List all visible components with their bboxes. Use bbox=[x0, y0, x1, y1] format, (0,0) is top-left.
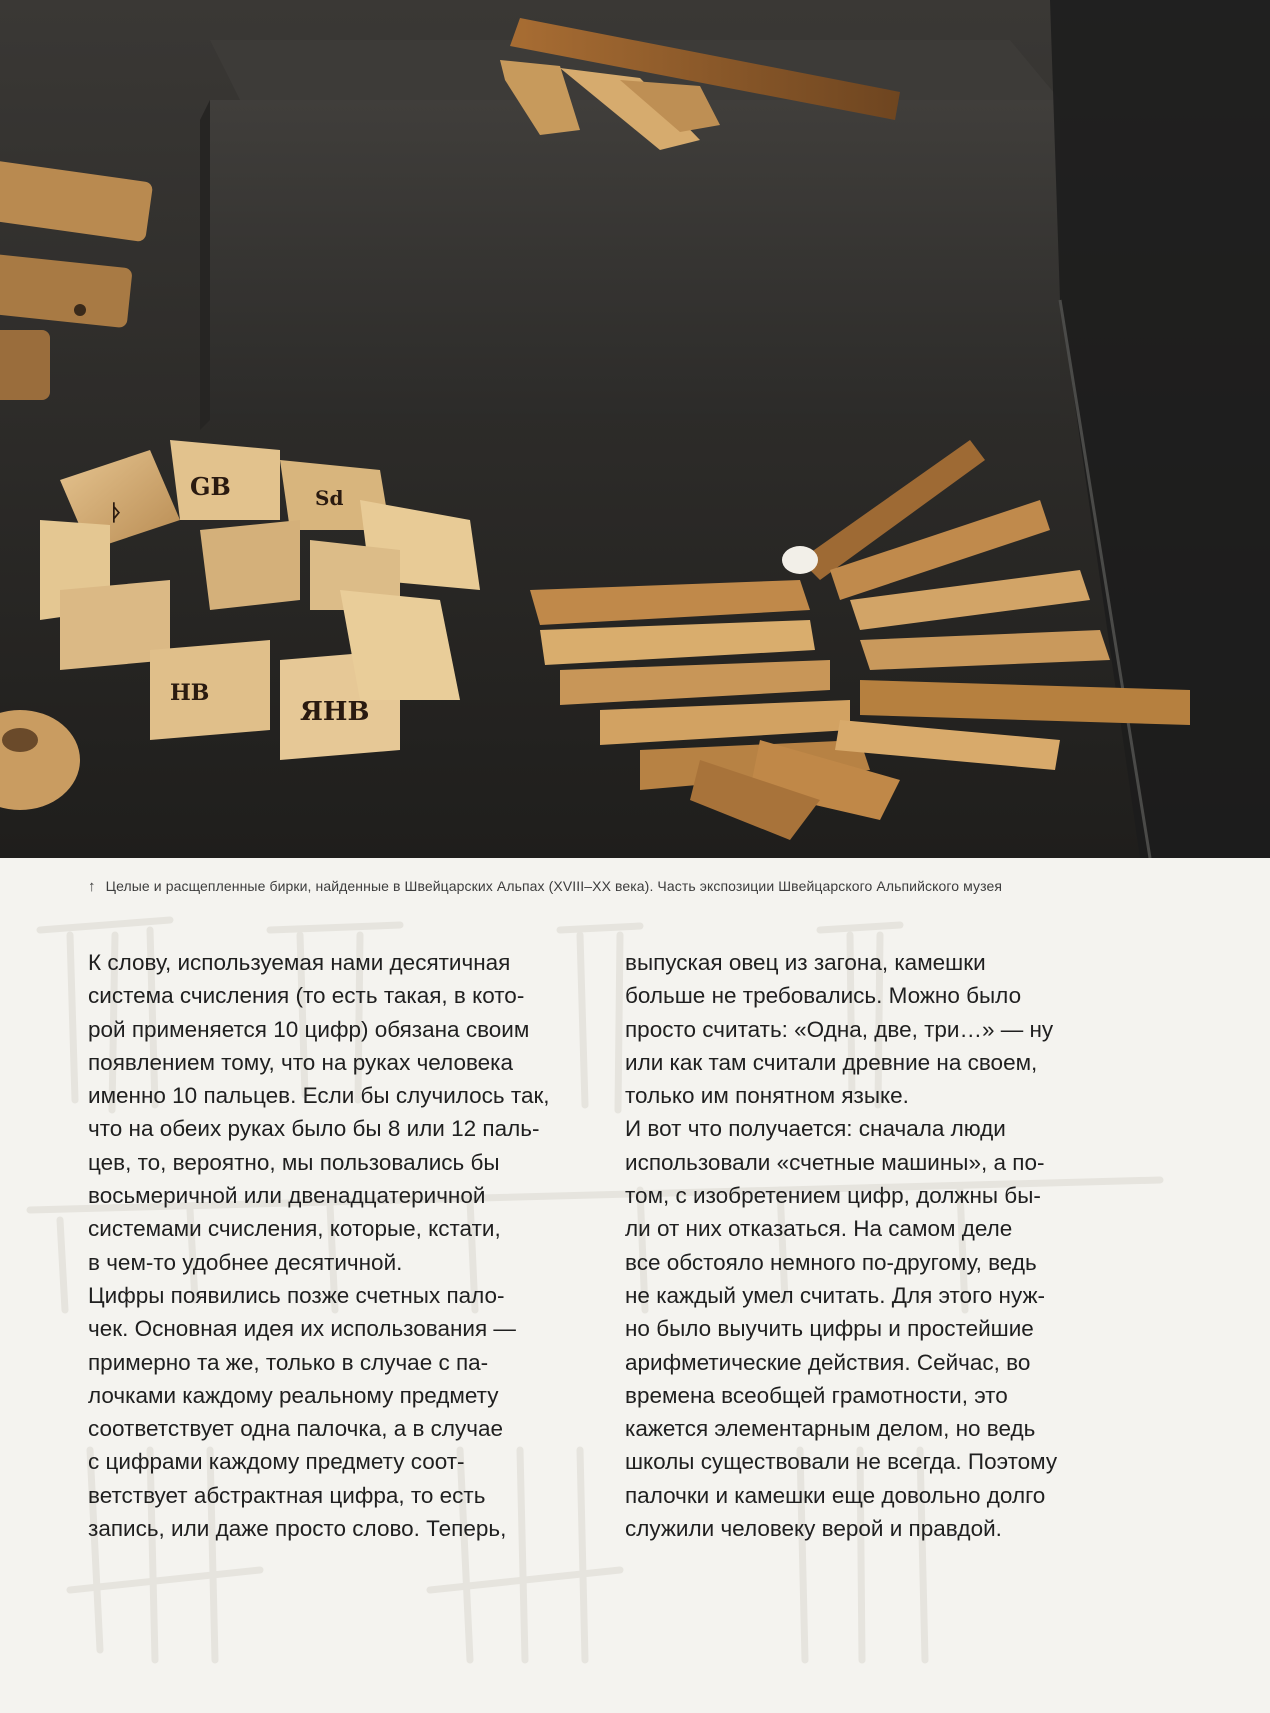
paragraph-line: системами счисления, которые, кстати, bbox=[88, 1216, 501, 1242]
paragraph-line: том, с изобретением цифр, должны бы- bbox=[625, 1183, 1041, 1209]
right-text-column bbox=[625, 946, 1145, 1545]
paragraph-line: система счисления (то есть такая, в кото- bbox=[88, 983, 525, 1009]
paragraph-line: кажется элементарным делом, но ведь bbox=[625, 1416, 1036, 1442]
paragraph-line: с цифрами каждому предмету соот- bbox=[88, 1449, 465, 1475]
paragraph-line: появлением тому, что на руках человека bbox=[88, 1049, 514, 1075]
paragraph-line: арифметические действия. Сейчас, во bbox=[625, 1349, 1031, 1375]
paragraph-line: И вот что получается: сначала люди bbox=[625, 1116, 1006, 1142]
paragraph-line: палочки и камешки еще довольно долго bbox=[625, 1482, 1046, 1508]
paragraph-line: ли от них отказаться. На самом деле bbox=[625, 1216, 1013, 1242]
paragraph-line: использовали «счетные машины», а по- bbox=[625, 1149, 1045, 1175]
paragraph-line: все обстояло немного по-другому, ведь bbox=[625, 1249, 1037, 1275]
svg-text:Sd: Sd bbox=[315, 486, 344, 510]
paragraph-line: больше не требовались. Можно было bbox=[625, 983, 1022, 1009]
paragraph-line: или как там считали древние на своем, bbox=[625, 1049, 1038, 1075]
paragraph-line: времена всеобщей грамотности, это bbox=[625, 1382, 1008, 1408]
svg-text:HB: HB bbox=[170, 680, 210, 706]
paragraph-line: но было выучить цифры и простейшие bbox=[625, 1316, 1034, 1342]
svg-text:ЯНВ: ЯНВ bbox=[300, 697, 370, 727]
paragraph-line: чек. Основная идея их использования — bbox=[88, 1316, 516, 1342]
paragraph-line: К слову, используемая нами десятичная bbox=[88, 950, 511, 975]
svg-text:ᚦ: ᚦ bbox=[110, 500, 124, 526]
paragraph-line: рой применяется 10 цифр) обязана своим bbox=[88, 1016, 530, 1042]
paragraph-line: лочками каждому реальному предмету bbox=[88, 1382, 499, 1408]
paragraph-line: цев, то, вероятно, мы пользовались бы bbox=[88, 1149, 500, 1175]
left-text-column bbox=[88, 946, 598, 1545]
paragraph-line: просто считать: «Одна, две, три…» — ну bbox=[625, 1016, 1054, 1042]
arrow-up-icon: ↑ bbox=[88, 878, 96, 895]
paragraph-line: запись, или даже просто слово. Теперь, bbox=[88, 1516, 507, 1542]
paragraph-line: служили человеку верой и правдой. bbox=[625, 1516, 1002, 1542]
paragraph-line: ветствует абстрактная цифра, то есть bbox=[88, 1482, 486, 1508]
paragraph-line: что на обеих руках было бы 8 или 12 паль- bbox=[88, 1116, 540, 1142]
paragraph-line: именно 10 пальцев. Если бы случилось так, bbox=[88, 1083, 550, 1109]
caption-text: Целые и расщепленные бирки, найденные в Швейцарских Альпах (XVIII–XX века). Часть экспозиции Швейцарского Альпийского музея bbox=[105, 878, 1003, 894]
svg-text:GB: GB bbox=[190, 472, 231, 501]
paragraph-line: восьмеричной или двенадцатеричной bbox=[88, 1183, 486, 1209]
paragraph-line: выпуская овец из загона, камешки bbox=[625, 950, 986, 975]
paragraph-line: примерно та же, только в случае с па- bbox=[88, 1349, 489, 1375]
paragraph-line: соответствует одна палочка, а в случае bbox=[88, 1416, 504, 1442]
paragraph-line: школы существовали не всегда. Поэтому bbox=[625, 1449, 1058, 1475]
paragraph-line: в чем-то удобнее десятичной. bbox=[88, 1249, 403, 1275]
paragraph-line: Цифры появились позже счетных пало- bbox=[88, 1282, 505, 1308]
paragraph-line: только им понятном языке. bbox=[625, 1083, 909, 1109]
paragraph-line: не каждый умел считать. Для этого нуж- bbox=[625, 1282, 1046, 1308]
